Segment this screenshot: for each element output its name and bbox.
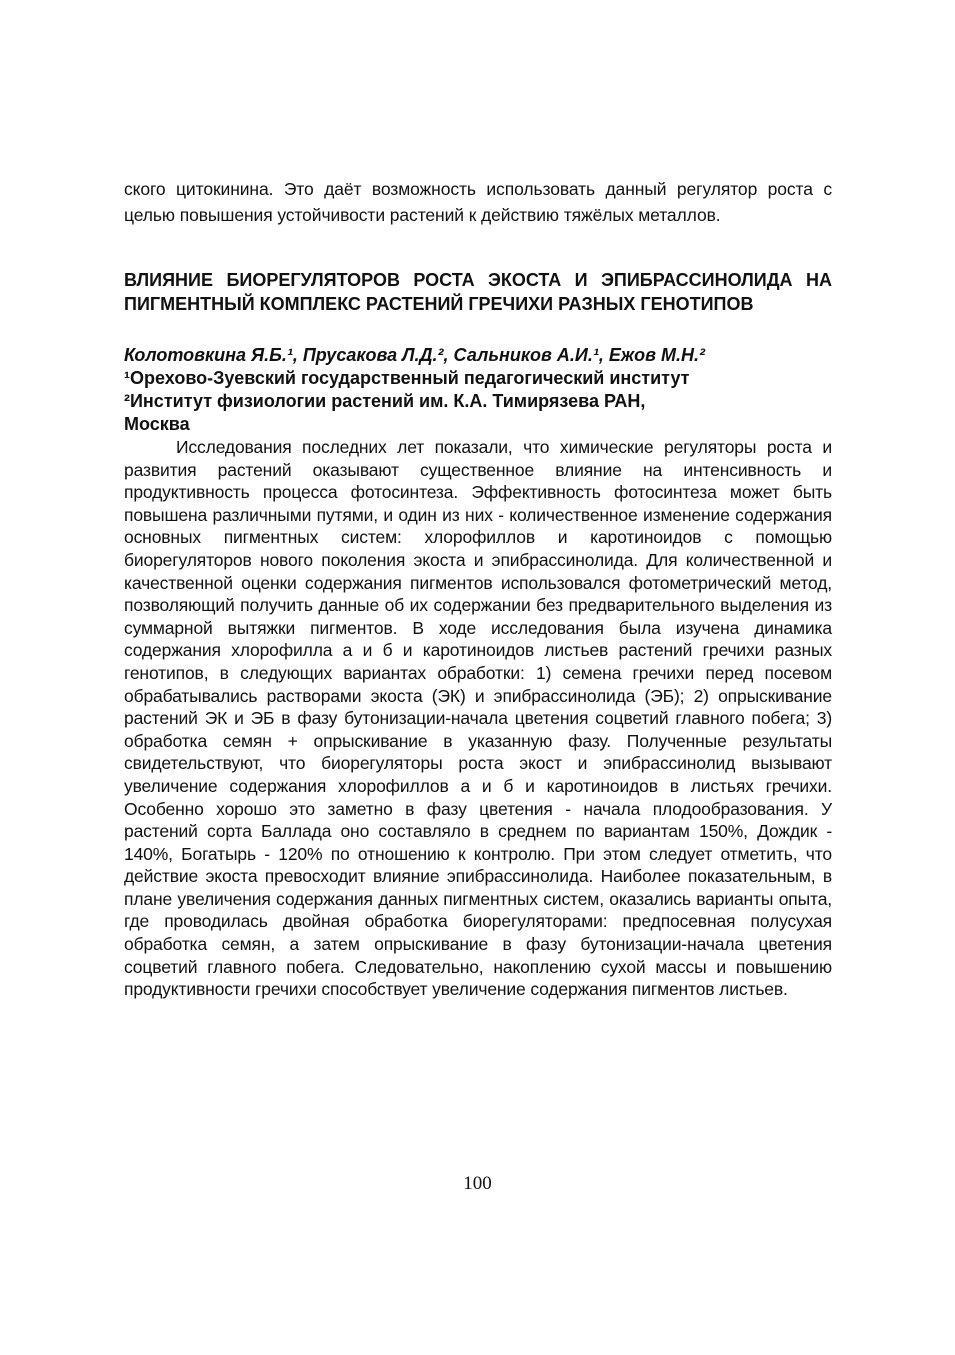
article-authors: Колотовкина Я.Б.¹, Прусакова Л.Д.², Сальников А.И.¹, Ежов М.Н.² xyxy=(124,345,705,365)
page-number: 100 xyxy=(463,1173,492,1194)
article-body: Исследования последних лет показали, что химические регуляторы роста и развития растений оказывают существенное влияние на интенсивность и продуктивность процесса фотосинтеза. Эффективность фотосинтеза может быть повышена различными путями, и один из них - количественное изменение содержания основных пигментных систем: хлорофиллов и каротиноидов с помощью биорегуляторов нового поколения экоста и эпибрассинолида. Для количественной и качественной оценки содержания пигментов использовался фотометрический метод, позволяющий получить данные об их содержании без предварительного выделения из суммарной вытяжки пигментов. В ходе исследования была изучена динамика содержания хлорофилла а и б и каротиноидов листьев растений гречихи разных генотипов, в следующих вариантах обработки: 1) семена гречихи перед посевом обрабатывались растворами экоста (ЭК) и эпибрассинолида (ЭБ); 2) опрыскивание растений ЭК и ЭБ в фазу бутонизации-начала цветения соцветий главного побега; 3) обработка семян + опрыскивание в указанную фазу. Полученные результаты свидетельствуют, что биорегуляторы роста экост и эпибрассинолид вызывают увеличение содержания хлорофиллов а и б и каротиноидов в листьях гречихи. Особенно хорошо это заметно в фазу цветения - начала плодообразования. У растений сорта Баллада оно составляло в среднем по вариантам 150%, Дождик - 140%, Богатырь - 120% по отношению к контролю. При этом следует отметить, что действие экоста превосходит влияние эпибрассинолида. Наиболее показательным, в плане увеличения содержания данных пигментных систем, оказались варианты опыта, где проводилась двойная обработка биорегуляторами: предпосевная полусухая обработка семян, а затем опрыскивание в фазу бутонизации-начала цветения соцветий главного побега. Следовательно, накоплению сухой массы и повышению продуктивности гречихи способствует увеличение содержания пигментов листьев. xyxy=(124,437,832,1000)
intro-paragraph: ского цитокинина. Это даёт возможность использовать данный регулятор роста с целью повышения устойчивости растений к действию тяжёлых металлов. xyxy=(124,179,832,225)
affiliation-2: ²Институт физиологии растений им. К.А. Тимирязева РАН, xyxy=(124,391,646,411)
article-title: ВЛИЯНИЕ БИОРЕГУЛЯТОРОВ РОСТА ЭКОСТА И ЭПИБРАССИНОЛИДА НА ПИГМЕНТНЫЙ КОМПЛЕКС РАСТЕНИЙ ГРЕЧИХИ РАЗНЫХ ГЕНОТИПОВ xyxy=(124,270,832,314)
affiliation-city: Москва xyxy=(124,414,190,434)
affiliation-1: ¹Орехово-Зуевский государственный педагогический институт xyxy=(124,368,690,388)
